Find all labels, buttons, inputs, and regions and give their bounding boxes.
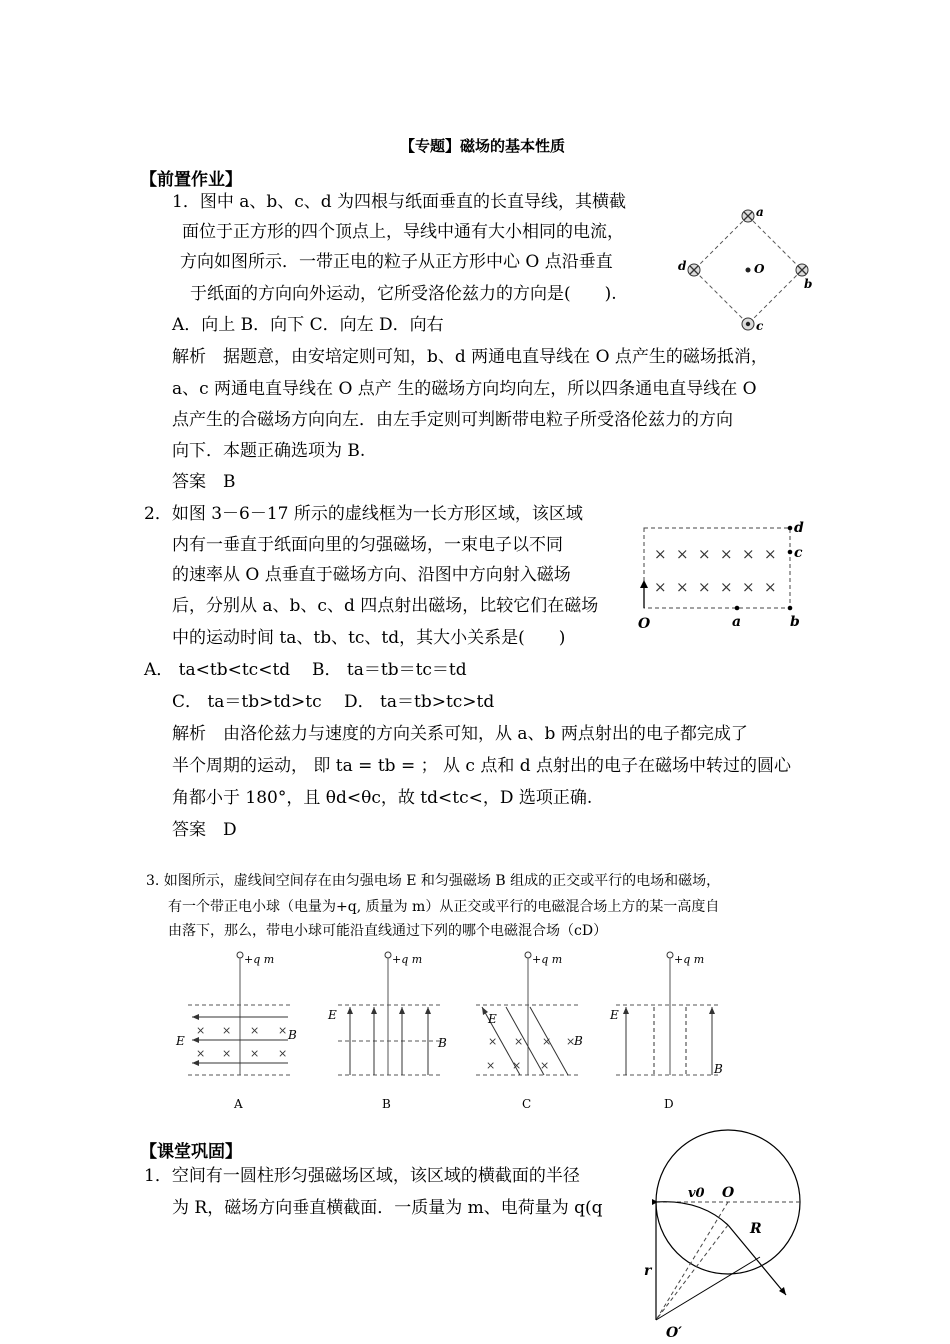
- page-title: 【专题】磁场的基本性质: [400, 137, 566, 155]
- svg-text:+q m: +q m: [244, 953, 275, 966]
- svg-text:B: B: [714, 1062, 723, 1076]
- svg-text:×: ×: [222, 1024, 232, 1037]
- svg-text:+q m: +q m: [392, 953, 423, 966]
- q4-circular-field-figure: [640, 1135, 800, 1340]
- svg-text:×: ×: [654, 578, 667, 596]
- svg-text:×: ×: [720, 578, 733, 596]
- q1-analysis-line: a、c 两通电直导线在 O 点产 生的磁场方向均向左，所以四条通电直导线在 O: [172, 379, 757, 399]
- arrow-head-icon: [623, 1007, 629, 1014]
- wire-a-into-icon: [742, 210, 754, 222]
- field-crosses: [654, 545, 777, 596]
- svg-text:×: ×: [742, 578, 755, 596]
- section-heading-consolidation: 【课堂巩固】: [140, 1142, 242, 1162]
- field-option-c: [476, 952, 583, 1111]
- label-r-small: r: [644, 1263, 652, 1279]
- svg-text:×: ×: [698, 545, 711, 563]
- svg-text:×: ×: [654, 545, 667, 563]
- label-c: c: [794, 545, 803, 561]
- svg-text:×: ×: [676, 545, 689, 563]
- svg-text:×: ×: [742, 545, 755, 563]
- arrow-head-icon: [371, 1007, 377, 1014]
- q3-line: 由落下，那么，带电小球可能沿直线通过下列的哪个电磁混合场（cD）: [168, 923, 608, 939]
- q1-options: A．向上 B．向下 C．向左 D．向右: [172, 315, 444, 335]
- q2-line: 的速率从 O 点垂直于磁场方向、沿图中方向射入磁场: [172, 565, 571, 585]
- q2-line: 内有一垂直于纸面向里的匀强磁场，一束电子以不同: [172, 535, 563, 555]
- center-point: [746, 268, 751, 273]
- svg-text:B: B: [288, 1028, 297, 1042]
- svg-text:×: ×: [566, 1035, 576, 1048]
- q2-option-b: B． ta＝tb＝tc＝td: [312, 660, 467, 680]
- q2-option-d: D． ta＝tb>tc>td: [344, 692, 495, 712]
- arrow-head-icon: [347, 1007, 353, 1014]
- q2-option-a: A． ta<tb<tc<td: [144, 660, 291, 680]
- svg-text:×: ×: [764, 545, 777, 563]
- field-option-d: [609, 952, 723, 1111]
- q1-analysis-line: 解析 据题意，由安培定则可知，b、d 两通电直导线在 O 点产生的磁场抵消，: [172, 347, 768, 367]
- svg-text:×: ×: [250, 1024, 260, 1037]
- svg-text:×: ×: [542, 1035, 552, 1048]
- svg-text:C: C: [522, 1097, 532, 1111]
- label-a: a: [756, 205, 764, 219]
- svg-text:+q m: +q m: [532, 953, 563, 966]
- q1-analysis-line: 向下．本题正确选项为 B.: [172, 441, 366, 461]
- label-o: O: [638, 616, 651, 632]
- q1-answer: 答案 B: [172, 472, 236, 492]
- svg-text:×: ×: [512, 1059, 522, 1072]
- svg-text:B: B: [382, 1097, 391, 1111]
- svg-text:×: ×: [514, 1035, 524, 1048]
- arrow-head-icon: [709, 1007, 715, 1014]
- label-d: d: [794, 520, 804, 536]
- q2-line: 后，分别从 a、b、c、d 四点射出磁场，比较它们在磁场: [172, 596, 599, 616]
- svg-text:A: A: [234, 1097, 243, 1111]
- q2-rectangle-field-figure: [630, 518, 820, 633]
- arrow-head-icon: [192, 1060, 199, 1066]
- svg-text:E: E: [610, 1008, 619, 1022]
- svg-text:×: ×: [486, 1059, 496, 1072]
- svg-text:×: ×: [196, 1024, 206, 1037]
- svg-text:×: ×: [698, 578, 711, 596]
- svg-text:E: E: [176, 1034, 185, 1048]
- label-r-big: R: [750, 1221, 762, 1237]
- q1-line: 1．图中 a、b、c、d 为四根与纸面垂直的长直导线，其横截: [172, 192, 627, 212]
- section-heading-prework: 【前置作业】: [140, 170, 242, 190]
- arrow-head-icon: [425, 1007, 431, 1014]
- q3-field-options-figure: [170, 945, 730, 1120]
- label-v0: v0: [688, 1186, 705, 1201]
- arrow-head-icon: [192, 1037, 199, 1043]
- wire-b-into-icon: [796, 264, 808, 276]
- svg-text:×: ×: [278, 1047, 288, 1060]
- svg-text:×: ×: [278, 1024, 288, 1037]
- q2-analysis-line: 解析 由洛伦兹力与速度的方向关系可知，从 a、b 两点射出的电子都完成了: [172, 724, 748, 744]
- label-o: O: [722, 1185, 735, 1201]
- svg-text:E: E: [488, 1012, 497, 1026]
- svg-text:×: ×: [676, 578, 689, 596]
- svg-text:×: ×: [222, 1047, 232, 1060]
- svg-text:D: D: [664, 1097, 674, 1111]
- q1-square-wires-figure: [670, 200, 830, 340]
- svg-text:×: ×: [540, 1059, 550, 1072]
- label-o-prime: O′: [666, 1325, 682, 1341]
- arrow-head-icon: [192, 1014, 199, 1020]
- q2-analysis-line: 半个周期的运动， 即 ta = tb = ； 从 c 点和 d 点射出的电子在磁场中转过的圆心: [172, 756, 792, 776]
- q2-line: 2．如图 3－6－17 所示的虚线框为一长方形区域，该区域: [144, 504, 583, 524]
- q4-line: 为 R，磁场方向垂直横截面．一质量为 m、电荷量为 q(q: [172, 1198, 603, 1218]
- svg-text:×: ×: [488, 1035, 498, 1048]
- wire-d-into-icon: [688, 264, 700, 276]
- svg-text:B: B: [438, 1036, 447, 1050]
- svg-text:×: ×: [196, 1047, 206, 1060]
- label-o: O: [754, 262, 765, 276]
- q2-line: 中的运动时间 ta、tb、tc、td，其大小关系是( ): [172, 628, 566, 648]
- q2-analysis-line: 角都小于 180°，且 θd<θc，故 td<tc<，D 选项正确.: [172, 788, 593, 808]
- q1-analysis-line: 点产生的合磁场方向向左．由左手定则可判断带电粒子所受洛伦兹力的方向: [172, 410, 733, 430]
- q1-line: 于纸面的方向向外运动，它所受洛伦兹力的方向是( ).: [190, 284, 617, 304]
- label-d: d: [678, 259, 687, 273]
- q1-line: 面位于正方形的四个顶点上，导线中通有大小相同的电流，: [182, 222, 624, 242]
- arrow-head-icon: [399, 1007, 405, 1014]
- wire-c-out-icon: [742, 318, 754, 330]
- q1-line: 方向如图所示．一带正电的粒子从正方形中心 O 点沿垂直: [180, 252, 613, 272]
- q2-option-c: C． ta＝tb>td>tc: [172, 692, 322, 712]
- svg-text:×: ×: [764, 578, 777, 596]
- q4-line: 1．空间有一圆柱形匀强磁场区域，该区域的横截面的半径: [144, 1166, 580, 1186]
- field-option-a: [175, 952, 297, 1111]
- label-a: a: [732, 614, 742, 630]
- svg-text:B: B: [574, 1034, 583, 1048]
- svg-text:×: ×: [250, 1047, 260, 1060]
- label-b: b: [790, 614, 800, 630]
- arrow-head-icon: [640, 580, 648, 588]
- field-option-b: [327, 952, 447, 1111]
- label-c: c: [756, 319, 764, 333]
- q3-line: 3. 如图所示，虚线间空间存在由匀强电场 E 和匀强磁场 B 组成的正交或平行的电场和磁场，: [146, 873, 721, 889]
- svg-text:+q m: +q m: [674, 953, 705, 966]
- q2-answer: 答案 D: [172, 820, 237, 840]
- q3-line: 有一个带正电小球（电量为+q, 质量为 m）从正交或平行的电磁混合场上方的某一高度自: [168, 899, 720, 915]
- svg-text:E: E: [328, 1008, 337, 1022]
- svg-text:×: ×: [720, 545, 733, 563]
- label-b: b: [804, 277, 813, 291]
